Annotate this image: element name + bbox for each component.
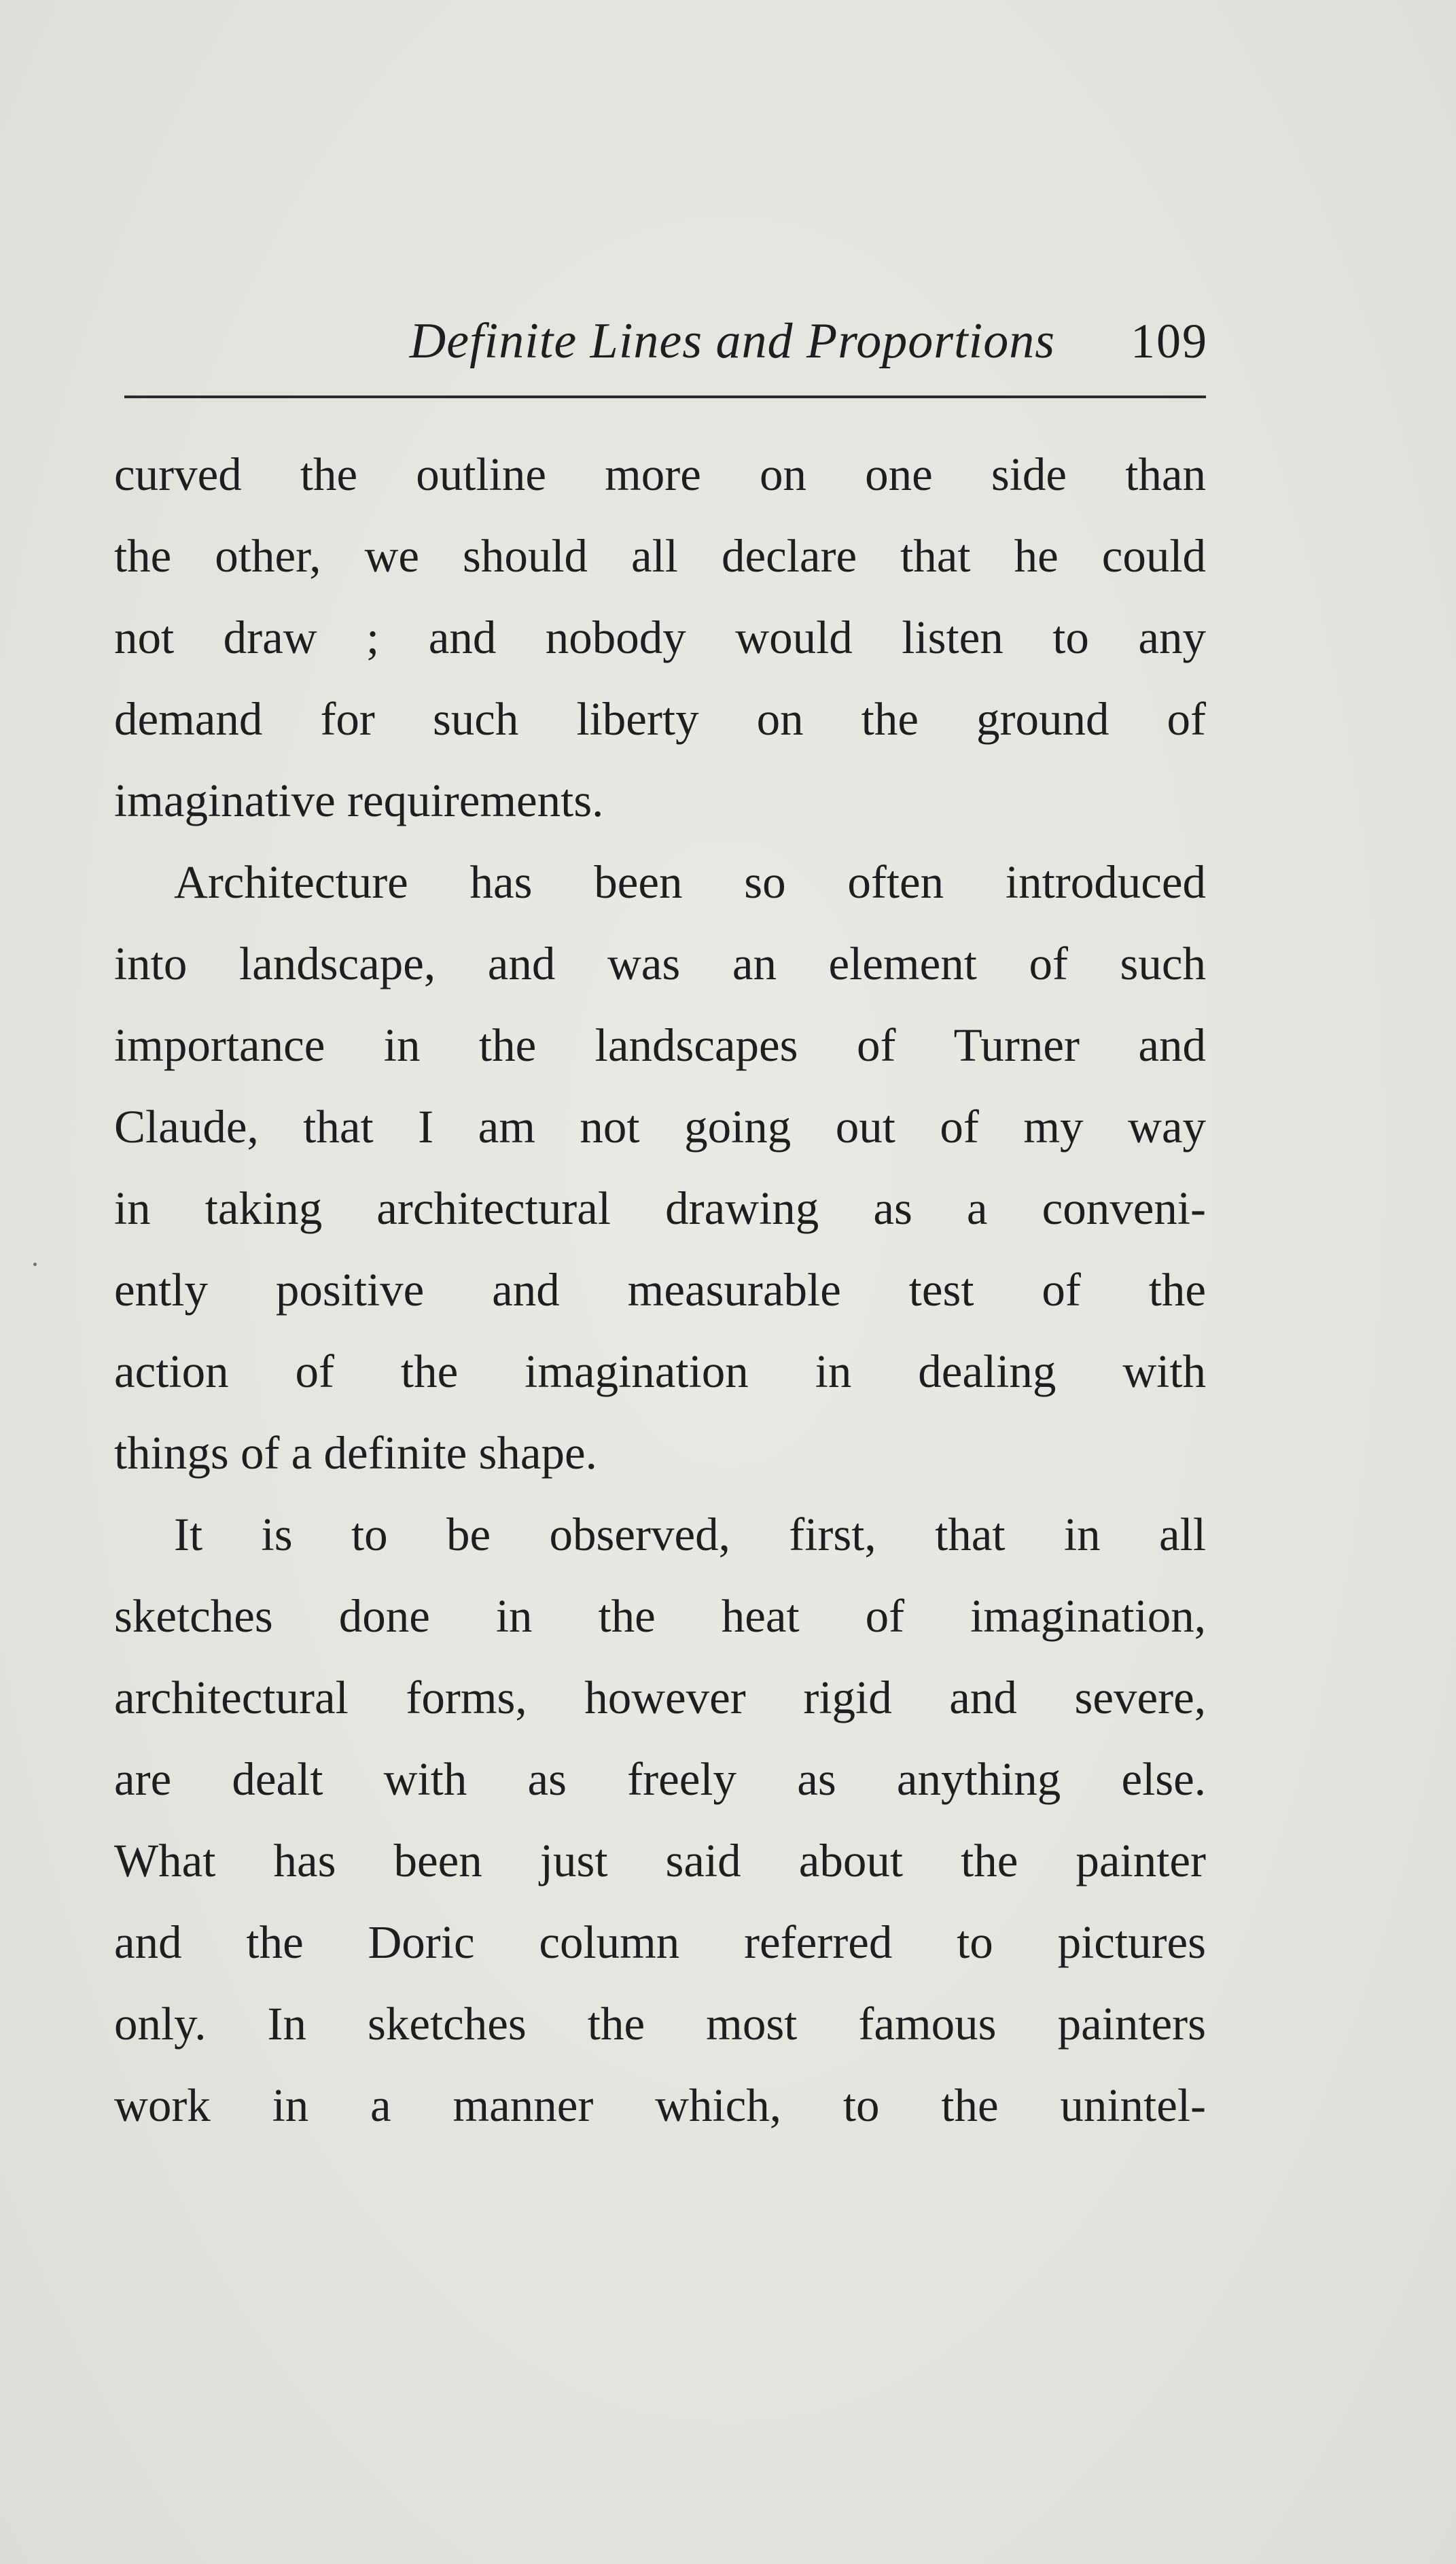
text-line: into landscape, and was an element of such [114, 938, 1206, 989]
text-line: the other, we should all declare that he could [114, 530, 1206, 582]
text-line: demand for such liberty on the ground of [114, 693, 1206, 745]
text-line: imaginative requirements. [114, 775, 604, 826]
text-line: work in a manner which, to the unintel- [114, 2079, 1206, 2131]
text-line: action of the imagination in dealing with [114, 1346, 1206, 1397]
paper-speck [33, 1263, 37, 1266]
header-rule [124, 396, 1206, 398]
text-line: curved the outline more on one side than [114, 449, 1206, 500]
running-title: Definite Lines and Proportions [409, 313, 1055, 369]
text-line: and the Doric column referred to pictures [114, 1916, 1206, 1968]
paragraph-start-line: Architecture has been so often introduced [174, 856, 1206, 908]
text-line: sketches done in the heat of imagination, [114, 1590, 1206, 1642]
body-text [114, 434, 1206, 2146]
text-line: things of a definite shape. [114, 1427, 597, 1479]
text-line: What has been just said about the painter [114, 1835, 1206, 1886]
text-line: in taking architectural drawing as a conveni- [114, 1182, 1206, 1234]
text-line: Claude, that I am not going out of my way [114, 1101, 1206, 1153]
page-header [114, 309, 1208, 374]
text-line: are dealt with as freely as anything else. [114, 1753, 1206, 1805]
text-line: only. In sketches the most famous painters [114, 1998, 1206, 2050]
text-line: architectural forms, however rigid and severe, [114, 1672, 1206, 1723]
text-line: ently positive and measurable test of the [114, 1264, 1206, 1316]
text-line: not draw ; and nobody would listen to any [114, 612, 1206, 663]
paragraph-start-line: It is to be observed, first, that in all [174, 1509, 1206, 1560]
text-line: importance in the landscapes of Turner and [114, 1019, 1206, 1071]
page-number: 109 [1131, 314, 1208, 368]
